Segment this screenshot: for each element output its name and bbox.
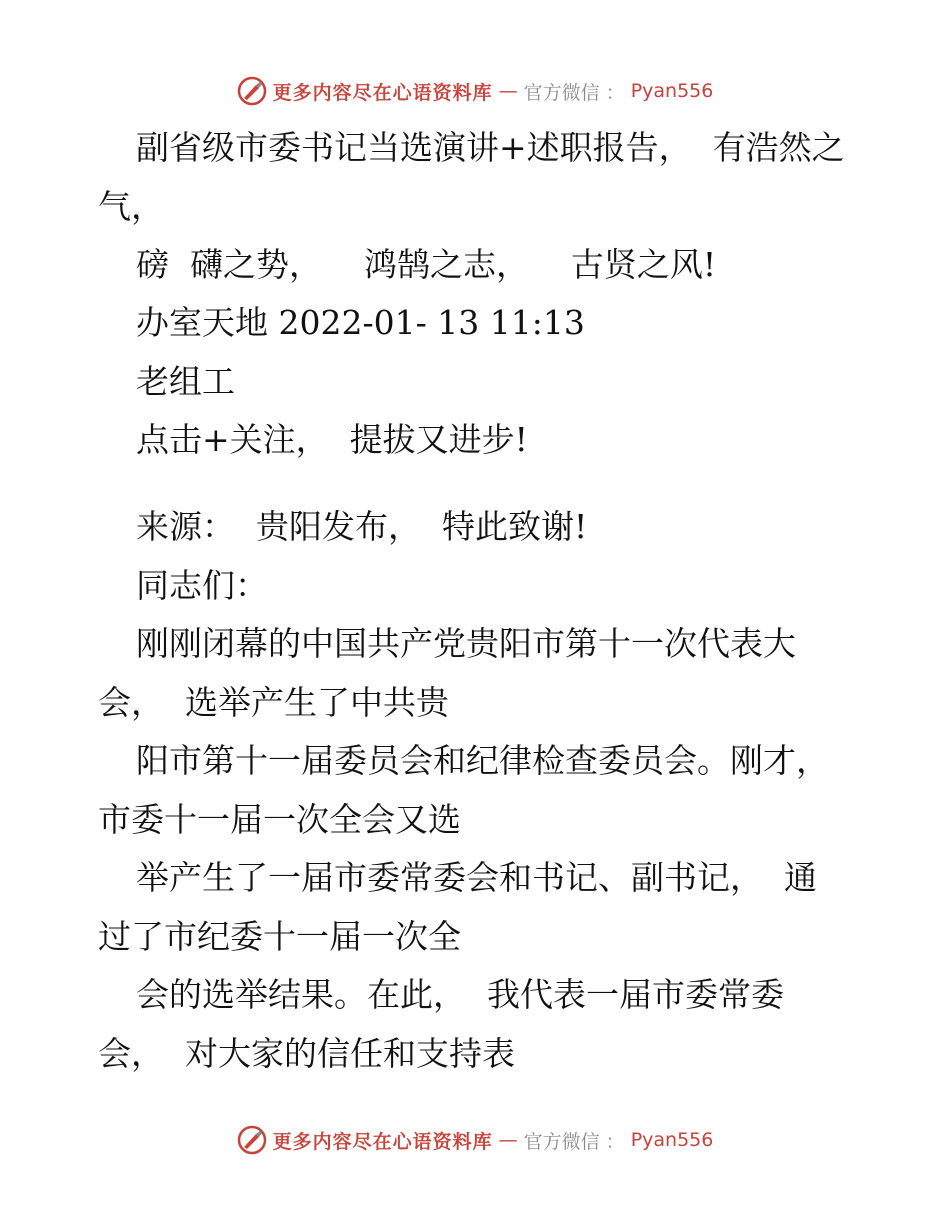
banner-dash: — — [498, 1129, 518, 1151]
banner-wechat-id: Pyan556 — [630, 80, 714, 102]
doc-title-line-3: 磅 礴之势， 鸿鹄之志， 古贤之风! — [136, 245, 717, 284]
pen-nib-logo-icon — [237, 76, 267, 106]
doc-paragraph-line: 刚刚闭幕的中国共产党贵阳市第十一次代表大 — [136, 624, 796, 663]
doc-paragraph-line: 会的选举结果。在此， 我代表一届市委常委 — [136, 975, 784, 1014]
banner-title: 更多内容尽在心语资料库 — [272, 81, 493, 104]
banner-wechat-id: Pyan556 — [630, 1129, 714, 1151]
banner-separator: ： — [605, 1130, 625, 1153]
doc-paragraph-line: 会， 选举产生了中共贵 — [98, 683, 449, 722]
doc-paragraph-line: 举产生了一届市委常委会和书记、副书记， 通 — [136, 858, 817, 897]
doc-source-credit: 来源： 贵阳发布， 特此致谢! — [136, 507, 588, 546]
doc-title-line-2: 气， — [98, 187, 164, 226]
doc-source-date: 办室天地 2022-01- 13 11:13 — [136, 303, 585, 342]
banner-wechat-label: 官方微信 — [523, 81, 600, 104]
header-banner — [0, 71, 950, 111]
banner-dash: — — [498, 80, 518, 102]
doc-paragraph-line: 会， 对大家的信任和支持表 — [98, 1034, 515, 1073]
footer-banner — [0, 1120, 950, 1160]
banner-title: 更多内容尽在心语资料库 — [272, 1130, 493, 1153]
pen-nib-logo-icon — [237, 1125, 267, 1155]
doc-paragraph-line: 过了市纪委十一届一次全 — [98, 917, 461, 956]
banner-wechat-label: 官方微信 — [523, 1130, 600, 1153]
banner-separator: ： — [605, 81, 625, 104]
doc-title-line-1: 副省级市委书记当选演讲+述职报告， 有浩然之 — [136, 128, 845, 167]
doc-salutation: 同志们： — [136, 566, 268, 605]
doc-author: 老组工 — [136, 362, 235, 401]
doc-paragraph-line: 阳市第十一届委员会和纪律检查委员会。刚才， — [136, 741, 829, 780]
doc-paragraph-line: 市委十一届一次全会又选 — [98, 800, 461, 839]
doc-follow-line: 点击+关注， 提拔又进步! — [136, 420, 528, 459]
